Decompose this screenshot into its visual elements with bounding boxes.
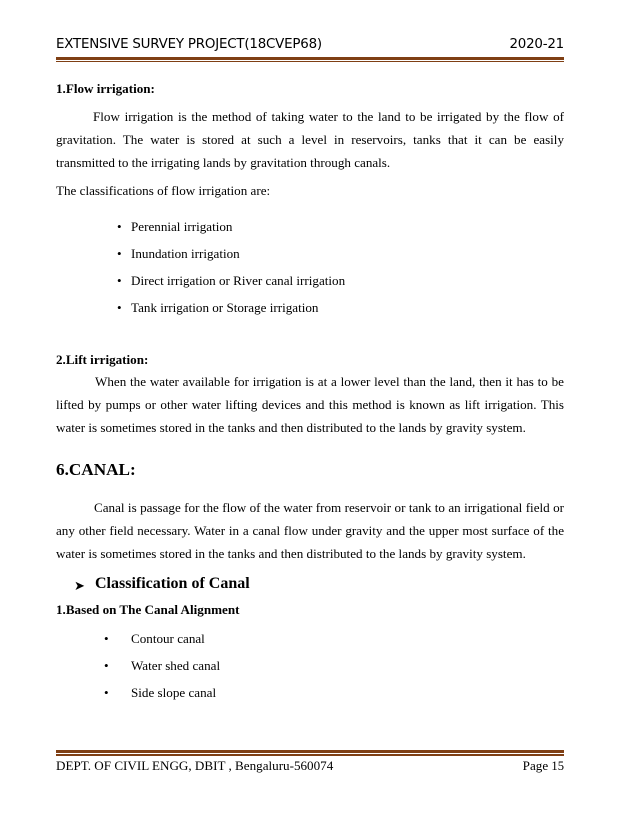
bullet-dot-icon: • — [104, 631, 109, 646]
lift-irrigation-heading: 2.Lift irrigation: — [56, 352, 149, 367]
header-year: 2020-21 — [509, 37, 564, 52]
classification-heading: Classification of Canal — [95, 575, 250, 592]
page-header — [56, 34, 564, 54]
bullet-dot-icon: • — [104, 658, 109, 673]
page-number: 15 — [551, 759, 564, 773]
bullet-dot-icon: • — [117, 273, 122, 288]
footer-rule-thick — [56, 754, 564, 756]
canal-alignment-heading: 1.Based on The Canal Alignment — [56, 602, 240, 617]
bullet-dot-icon: • — [104, 685, 109, 700]
bullet-dot-icon: • — [117, 219, 122, 234]
footer-page — [523, 758, 564, 774]
bullet-dot-icon: • — [117, 300, 122, 315]
flow-irrigation-intro: The classifications of flow irrigation are: — [56, 183, 271, 198]
canal-paragraph: Canal is passage for the flow of the water from reservoir or tank to an irrigational field or any other field necessary. Water in a canal flow under gravity and the upper most surface of the water is sometimes stored in the tanks and then distributed to the lands by gravity system. — [56, 500, 564, 561]
canal-heading: 6.CANAL: — [56, 460, 136, 479]
bullet-dot-icon: • — [117, 246, 122, 261]
header-rule-thick — [56, 57, 564, 60]
flow-irrigation-paragraph: Flow irrigation is the method of taking water to the land to be irrigated by the flow of gravitation. The water is stored at such a level in reservoirs, tanks that it can be easily transmitted to the irrigating lands by gravitation through canals. — [56, 109, 564, 170]
header-rule-thin — [56, 61, 564, 62]
document-page: EXTENSIVE SURVEY PROJECT(18CVEP68) 2020-21 1.Flow irrigation: Flow irrigation is the method of taking water to the land to be irrigated by the flow of gravitation. The water is stored at such a level in reservoirs, tanks that it can be easily transmitted to the irrigating lands by gravitation through canals. The classifications of flow irrigation are: • Perennial irrigation • Inundation irrigation • Direct irrigation or River canal irrigation • Tank irrigation or Storage irrigation 2.Lift irrigation: When the water available for irrigation is at a lower level than the land, then it has to be lifted by pumps or other water lifting devices and this method is known as lift irrigation. This water is sometimes stored in the tanks and then distributed to the lands by gravity system. 6.CANAL: Canal is passage for the flow of the water from reservoir or tank to an irrigational field or any other field necessary. Water in a canal flow under gravity and the upper most surface of the water is sometimes stored in the tanks and then distributed to the lands by gravity system. ➤ Classification of Canal 1.Based on The Canal Alignment • Contour canal • Water shed canal • Side slope canal DEPT. OF CIVIL ENGG, DBIT , Bengaluru-560074 Page 15 — [0, 0, 638, 826]
header-title: EXTENSIVE SURVEY PROJECT(18CVEP68) — [56, 37, 322, 52]
page-label: Page — [522, 758, 549, 773]
footer-dept: DEPT. OF CIVIL ENGG, DBIT , Bengaluru-560074 — [56, 758, 334, 773]
flow-irrigation-heading: 1.Flow irrigation: — [56, 81, 155, 96]
lift-irrigation-paragraph: When the water available for irrigation is at a lower level than the land, then it has to be lifted by pumps or other water lifting devices and this method is known as lift irrigation. This water is sometimes stored in the tanks and then distributed to the lands by gravity system. — [56, 374, 564, 435]
footer-rule-thin — [56, 750, 564, 753]
arrow-bullet-icon: ➤ — [74, 578, 85, 593]
